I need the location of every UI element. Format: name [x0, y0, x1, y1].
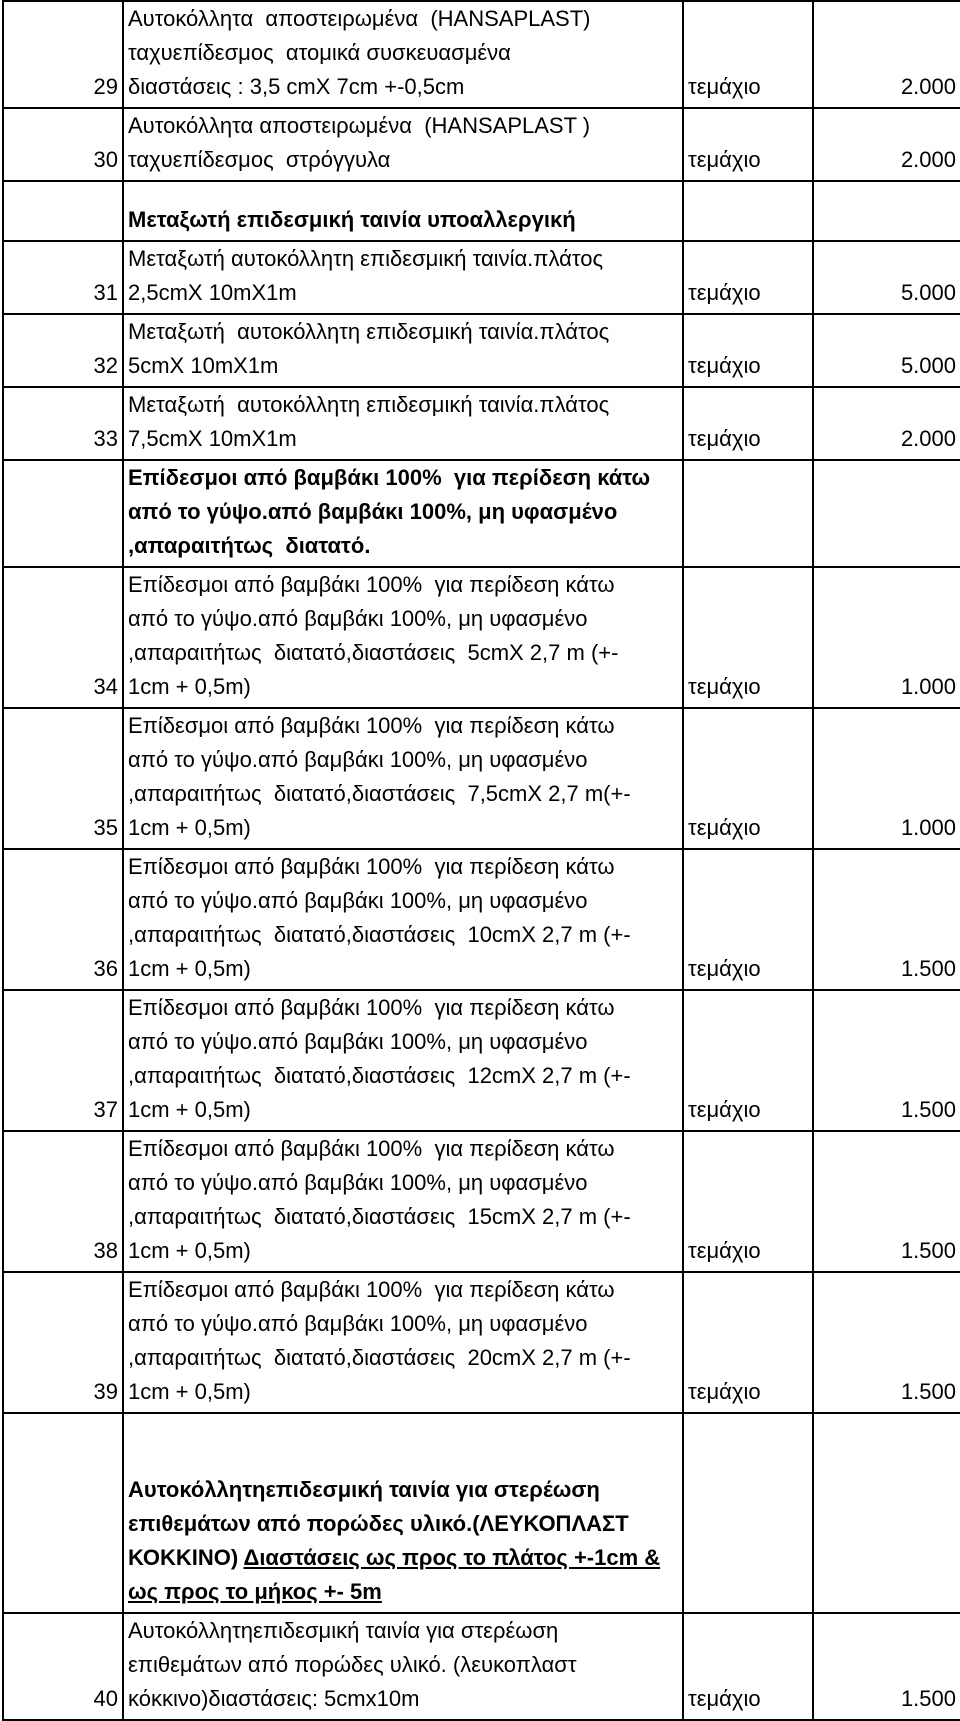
table-row: [3, 314, 960, 387]
item-number: 33: [3, 387, 123, 460]
description-line: από το γύψο.από βαμβάκι 100%, μη υφασμένο: [128, 606, 588, 631]
table-row: [3, 849, 960, 990]
quantity-cell: 2.000: [813, 387, 960, 460]
description-line: επιθεμάτων από πορώδες υλικό. (λευκοπλαστ: [128, 1652, 577, 1677]
item-number: 32: [3, 314, 123, 387]
description-line: Αυτοκόλλητηεπιδεσμική ταινία για στερέωση: [128, 1618, 559, 1643]
quantity-cell: 1.500: [813, 849, 960, 990]
item-number: [3, 460, 123, 567]
supplies-table: [2, 0, 960, 1721]
table-row: [3, 1613, 960, 1720]
description-line: Επίδεσμοι από βαμβάκι 100% για περίδεση κάτω: [128, 465, 651, 490]
item-number: 29: [3, 1, 123, 108]
quantity-cell: [813, 460, 960, 567]
description-line: ταχυεπίδεσμος στρόγγυλα: [128, 147, 391, 172]
item-description: [123, 387, 683, 460]
description-line: Αυτοκόλλητηεπιδεσμική ταινία για στερέωση: [128, 1477, 600, 1502]
item-number: [3, 181, 123, 241]
item-description: [123, 1272, 683, 1413]
description-line: Επίδεσμοι από βαμβάκι 100% για περίδεση κάτω: [128, 572, 615, 597]
item-description: [123, 567, 683, 708]
description-line: Αυτοκόλλητα αποστειρωμένα (HANSAPLAST ): [128, 113, 591, 138]
table-row: [3, 1, 960, 108]
description-line: Επίδεσμοι από βαμβάκι 100% για περίδεση κάτω: [128, 1136, 615, 1161]
item-number: 38: [3, 1131, 123, 1272]
item-description: [123, 241, 683, 314]
description-line: 1cm + 0,5m): [128, 674, 251, 699]
description-line: επιθεμάτων από πορώδες υλικό.(ΛΕΥΚΟΠΛΑΣΤ: [128, 1511, 629, 1536]
description-line: 5cmX 10mX1m: [128, 353, 279, 378]
description-line: Επίδεσμοι από βαμβάκι 100% για περίδεση κάτω: [128, 854, 615, 879]
item-number: 36: [3, 849, 123, 990]
quantity-cell: 1.000: [813, 567, 960, 708]
description-line: 1cm + 0,5m): [128, 815, 251, 840]
unit-cell: τεμάχιο: [683, 708, 813, 849]
item-description: [123, 1131, 683, 1272]
quantity-cell: 1.500: [813, 1613, 960, 1720]
description-line: κόκκινο)διαστάσεις: 5cmx10m: [128, 1686, 420, 1711]
unit-cell: τεμάχιο: [683, 387, 813, 460]
description-line: 2,5cmX 10mX1m: [128, 280, 297, 305]
description-line: ως προς το μήκος +- 5m: [128, 1579, 382, 1604]
table-row: [3, 708, 960, 849]
item-number: 35: [3, 708, 123, 849]
item-number: 37: [3, 990, 123, 1131]
quantity-cell: [813, 1413, 960, 1613]
description-line: Μεταξωτή επιδεσμική ταινία υποαλλεργική: [128, 207, 576, 232]
section-header-row: [3, 181, 960, 241]
description-line: ,απαραιτήτως διατατό,διαστάσεις 12cmX 2,7 m (+-: [128, 1063, 631, 1088]
table-row: [3, 1131, 960, 1272]
description-line: Επίδεσμοι από βαμβάκι 100% για περίδεση κάτω: [128, 713, 615, 738]
item-description: [123, 1613, 683, 1720]
section-header-row: [3, 460, 960, 567]
unit-cell: [683, 1413, 813, 1613]
unit-cell: τεμάχιο: [683, 1613, 813, 1720]
unit-cell: τεμάχιο: [683, 567, 813, 708]
table-row: [3, 387, 960, 460]
description-line: ΚΟΚΚΙΝΟ) Διαστάσεις ως προς το πλάτος +-1cm &: [128, 1545, 661, 1570]
item-description: [123, 849, 683, 990]
description-line: 1cm + 0,5m): [128, 956, 251, 981]
description-line: Μεταξωτή αυτοκόλλητη επιδεσμική ταινία.πλάτος: [128, 246, 604, 271]
description-line: από το γύψο.από βαμβάκι 100%, μη υφασμένο: [128, 1170, 588, 1195]
description-line: Επίδεσμοι από βαμβάκι 100% για περίδεση κάτω: [128, 995, 615, 1020]
description-line: ,απαραιτήτως διατατό,διαστάσεις 10cmX 2,7 m (+-: [128, 922, 631, 947]
item-number: 31: [3, 241, 123, 314]
description-line: από το γύψο.από βαμβάκι 100%, μη υφασμένο: [128, 888, 588, 913]
description-line: από το γύψο.από βαμβάκι 100%, μη υφασμένο: [128, 1029, 588, 1054]
unit-cell: τεμάχιο: [683, 314, 813, 387]
item-description: [123, 990, 683, 1131]
section-header-row: [3, 1413, 960, 1613]
description-line: 1cm + 0,5m): [128, 1097, 251, 1122]
description-line: από το γύψο.από βαμβάκι 100%, μη υφασμένο: [128, 1311, 588, 1336]
unit-cell: τεμάχιο: [683, 241, 813, 314]
quantity-cell: 5.000: [813, 241, 960, 314]
section-heading: [123, 181, 683, 241]
description-line: 1cm + 0,5m): [128, 1379, 251, 1404]
item-number: 40: [3, 1613, 123, 1720]
unit-cell: τεμάχιο: [683, 1272, 813, 1413]
unit-cell: τεμάχιο: [683, 849, 813, 990]
item-description: [123, 108, 683, 181]
table-row: [3, 990, 960, 1131]
description-line: Μεταξωτή αυτοκόλλητη επιδεσμική ταινία.πλάτος: [128, 319, 610, 344]
table-row: [3, 1272, 960, 1413]
section-heading: [123, 1413, 683, 1613]
description-line: ,απαραιτήτως διατατό,διαστάσεις 15cmX 2,7 m (+-: [128, 1204, 631, 1229]
unit-cell: τεμάχιο: [683, 1131, 813, 1272]
unit-cell: τεμάχιο: [683, 108, 813, 181]
unit-cell: [683, 460, 813, 567]
item-description: [123, 1, 683, 108]
item-number: 34: [3, 567, 123, 708]
unit-cell: τεμάχιο: [683, 1, 813, 108]
item-number: 30: [3, 108, 123, 181]
description-line: 7,5cmX 10mX1m: [128, 426, 297, 451]
description-line: ,απαραιτήτως διατατό.: [128, 533, 371, 558]
item-number: [3, 1413, 123, 1613]
item-number: 39: [3, 1272, 123, 1413]
description-line: ταχυεπίδεσμος ατομικά συσκευασμένα: [128, 40, 511, 65]
table-row: [3, 567, 960, 708]
section-heading: [123, 460, 683, 567]
description-line: Μεταξωτή αυτοκόλλητη επιδεσμική ταινία.πλάτος: [128, 392, 610, 417]
quantity-cell: 5.000: [813, 314, 960, 387]
description-line: διαστάσεις : 3,5 cmX 7cm +-0,5cm: [128, 74, 465, 99]
description-line: Αυτοκόλλητα αποστειρωμένα (HANSAPLAST): [128, 6, 591, 31]
description-line: από το γύψο.από βαμβάκι 100%, μη υφασμένο: [128, 747, 588, 772]
description-line: ,απαραιτήτως διατατό,διαστάσεις 20cmX 2,7 m (+-: [128, 1345, 631, 1370]
description-line: ,απαραιτήτως διατατό,διαστάσεις 7,5cmX 2,7 m(+-: [128, 781, 631, 806]
table-row: [3, 108, 960, 181]
unit-cell: [683, 181, 813, 241]
quantity-cell: 1.000: [813, 708, 960, 849]
quantity-cell: 1.500: [813, 1272, 960, 1413]
description-line: Επίδεσμοι από βαμβάκι 100% για περίδεση κάτω: [128, 1277, 615, 1302]
description-line: από το γύψο.από βαμβάκι 100%, μη υφασμένο: [128, 499, 618, 524]
quantity-cell: 1.500: [813, 1131, 960, 1272]
item-description: [123, 708, 683, 849]
quantity-cell: 2.000: [813, 108, 960, 181]
item-description: [123, 314, 683, 387]
description-line: 1cm + 0,5m): [128, 1238, 251, 1263]
table-body: [3, 1, 960, 1720]
unit-cell: τεμάχιο: [683, 990, 813, 1131]
quantity-cell: 2.000: [813, 1, 960, 108]
quantity-cell: 1.500: [813, 990, 960, 1131]
description-line: ,απαραιτήτως διατατό,διαστάσεις 5cmX 2,7 m (+-: [128, 640, 619, 665]
table-row: [3, 241, 960, 314]
quantity-cell: [813, 181, 960, 241]
